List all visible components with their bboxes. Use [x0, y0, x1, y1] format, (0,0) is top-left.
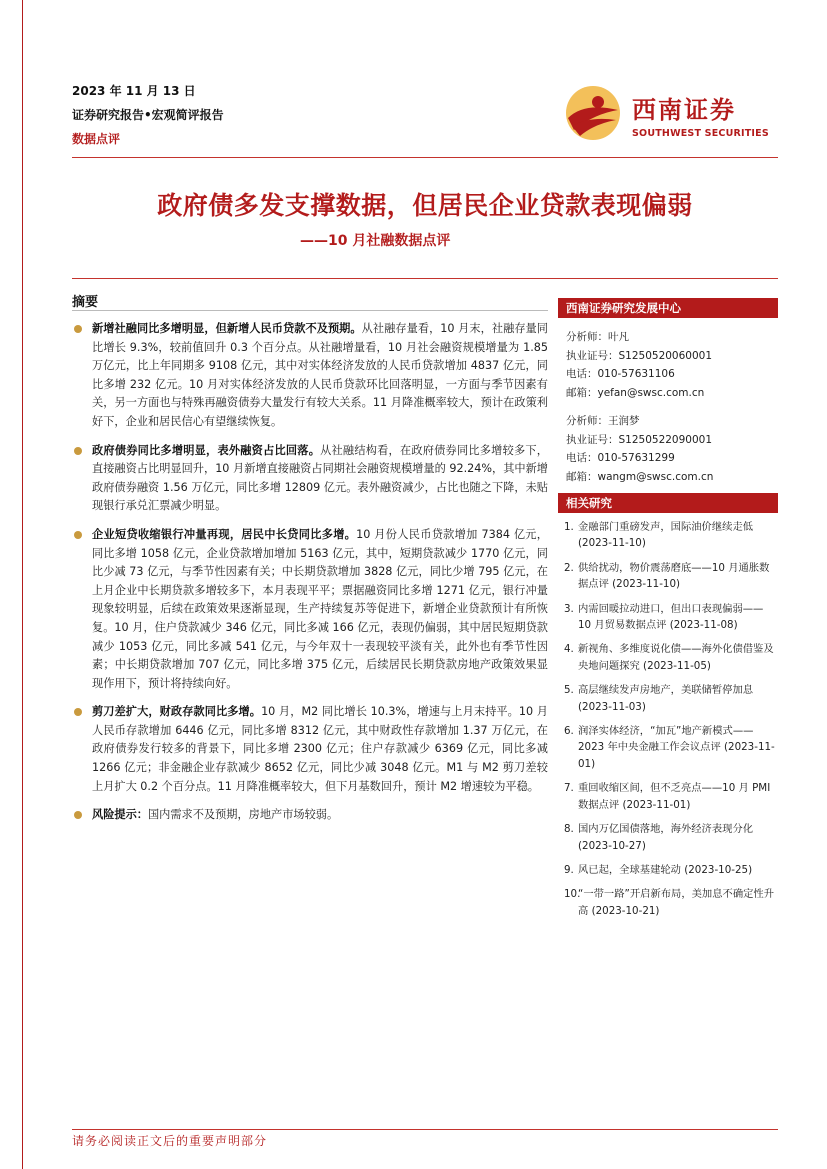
related-item-text: 高层继续发声房地产，美联储暂停加息 (2023-11-03)	[578, 684, 754, 713]
abstract-divider	[72, 310, 548, 311]
header-divider	[72, 157, 778, 158]
abstract-item	[72, 320, 548, 432]
abstract-item-text: 从社融存量看，10 月末，社融存量同比增长 9.3%，较前值回升 0.3 个百分点。从社融增量看，10 月社会融资规模增量为 1.85 万亿元，比上年同期多 9108 亿元，其中对实体经济发放的人民币贷款增加 4837 亿元，同比多增 232 亿元。10 月对实体经济发放的人民币贷款环比回落明显，一方面与季节因素有关，另一方面也与特殊再融资债券大量发行有较大关系。11 月降准概率较大，预计在政策利好下，企业和居民信心有望继续恢复。	[92, 322, 548, 428]
related-item-text: 供给扰动，物价震荡磨底——10 月通胀数据点评 (2023-11-10)	[578, 561, 770, 591]
report-type: 证券研究报告•宏观简评报告	[72, 108, 224, 122]
related-research-item[interactable]	[564, 682, 776, 715]
logo-name-cn: 西南证券	[632, 95, 736, 124]
related-research-item[interactable]	[564, 886, 776, 919]
southwest-securities-logo-icon	[564, 84, 622, 142]
abstract-item	[72, 703, 548, 796]
related-research-list	[564, 519, 776, 927]
research-center-heading: 西南证券研究发展中心	[558, 298, 778, 318]
bullet-dot-icon	[74, 811, 82, 819]
abstract-item-lead: 企业短贷收缩银行冲量再现，居民中长贷同比多增。	[92, 527, 357, 541]
analyst-phone: 电话：010-57631299	[566, 452, 675, 464]
abstract-item	[72, 526, 548, 693]
abstract-item	[72, 442, 548, 516]
bullet-dot-icon	[74, 531, 82, 539]
abstract-list	[72, 320, 548, 835]
analyst-card	[558, 328, 778, 402]
related-item-text: 新视角、多维度说化债——海外化债借鉴及央地问题探究 (2023-11-05)	[578, 643, 774, 672]
related-item-number: 2.	[564, 561, 574, 574]
bullet-dot-icon	[74, 447, 82, 455]
abstract-item-lead: 政府债券同比多增明显，表外融资占比回落。	[92, 443, 321, 457]
abstract-item-lead: 剪刀差扩大，财政存款同比多增。	[92, 705, 262, 719]
related-item-number: 4.	[564, 643, 574, 656]
related-item-number: 5.	[564, 684, 574, 697]
research-center-panel	[558, 298, 778, 486]
related-item-text: 润泽实体经济，“加瓦”地产新模式——2023 年中央金融工作会议点评 (2023-11-01)	[578, 725, 775, 770]
analyst-license: 执业证号：S1250522090001	[566, 433, 713, 446]
related-item-text: 国内万亿国债落地，海外经济表现分化 (2023-10-27)	[578, 823, 754, 852]
related-research-item[interactable]	[564, 601, 776, 634]
abstract-item-text: 国内需求不及预期，房地产市场较弱。	[147, 808, 339, 822]
abstract-item-text: 10 月份人民币贷款增加 7384 亿元，同比多增 1058 亿元，企业贷款增加增加 5163 亿元，其中，短期贷款减少 1770 亿元，同比少减 73 亿元，与季节性因素有关；中长期贷款增加 3828 亿元，同比少增 795 亿元，在上月企业中长期贷款多增较多下，本月表现平平；票据融资同比多增 1271 亿元，银行冲量现象较明显，后续在政策效果逐渐显现，生产持续复苏等促进下，新增企业贷款预计有所恢复。10 月，住户贷款减少 346 亿元，同比多减 166 亿元，表现仍偏弱，其中居民短期贷款减少 1053 亿元，同比多减 541 亿元，与今年双十一表现较平淡有关，此外也有季节性因素；中长期贷款增加 707 亿元，同比多增 375 亿元，后续居民长期贷款房地产政策效果显现作用下，预计将持续向好。	[92, 527, 548, 690]
report-category: 数据点评	[72, 132, 121, 146]
analyst-name: 分析师：王润梦	[566, 415, 640, 427]
analyst-phone: 电话：010-57631106	[566, 368, 675, 380]
related-research-item[interactable]	[564, 641, 776, 674]
abstract-item-text: 从社融结构看，在政府债券同比多增较多下，直接融资占比明显回升，10 月新增直接融资占同期社会融资规模增量的 92.24%，其中新增政府债券融资 1.56 万亿元，同比多增 12809 亿元。表外融资减少，占比也随之下降，未贴现银行承兑汇票减少明显。	[92, 443, 548, 513]
abstract-item-lead: 新增社融同比多增明显，但新增人民币贷款不及预期。	[92, 322, 362, 335]
logo-name-en: SOUTHWEST SECURITIES	[632, 128, 769, 139]
related-item-text: 重回收缩区间，但不乏亮点——10 月 PMI 数据点评 (2023-11-01)	[578, 782, 771, 811]
bullet-dot-icon	[74, 708, 82, 716]
related-item-text: 内需回暖拉动进口，但出口表现偏弱——10 月贸易数据点评 (2023-11-08)	[578, 602, 764, 632]
analyst-name: 分析师：叶凡	[566, 331, 629, 343]
related-item-number: 10.	[564, 888, 581, 901]
page-title: 政府债多发支撑数据，但居民企业贷款表现偏弱	[157, 191, 693, 220]
related-research-item[interactable]	[564, 519, 776, 552]
related-research-item[interactable]	[564, 862, 776, 878]
related-research-heading: 相关研究	[558, 493, 778, 513]
related-item-number: 1.	[564, 521, 574, 533]
footer-divider	[72, 1129, 778, 1130]
abstract-item-lead: 风险提示：	[92, 808, 148, 822]
related-item-number: 3.	[564, 602, 574, 615]
analyst-card	[558, 412, 778, 486]
related-item-number: 6.	[564, 725, 574, 738]
related-item-number: 8.	[564, 823, 574, 836]
page-subtitle: ——10 月社融数据点评	[300, 233, 451, 249]
related-item-number: 7.	[564, 782, 574, 795]
bullet-dot-icon	[74, 325, 82, 333]
analyst-license: 执业证号：S1250520060001	[566, 349, 713, 362]
abstract-heading: 摘要	[72, 295, 99, 310]
page-left-rule	[22, 0, 23, 1169]
title-divider	[72, 278, 778, 279]
analyst-email[interactable]: 邮箱：wangm@swsc.com.cn	[566, 470, 714, 483]
related-item-text: 风已起，全球基建轮动 (2023-10-25)	[578, 863, 753, 876]
related-research-item[interactable]	[564, 723, 776, 772]
company-logo	[564, 84, 774, 144]
related-research-item[interactable]	[564, 821, 776, 854]
related-item-text: 金融部门重磅发声，国际油价继续走低 (2023-11-10)	[578, 521, 754, 550]
related-research-item[interactable]	[564, 560, 776, 593]
analyst-email[interactable]: 邮箱：yefan@swsc.com.cn	[566, 386, 705, 399]
abstract-item-text: 10 月，M2 同比增长 10.3%，增速与上月末持平。10 月人民币存款增加 6446 亿元，同比多增 8312 亿元，其中财政性存款增加 1.37 万亿元，在政府债券发行较多的背景下，同比多增 2300 亿元；住户存款减少 6369 亿元，同比多减 1266 亿元；非金融企业存款减少 8652 亿元，同比少减 3048 亿元。M1 与 M2 剪刀差较上月扩大 0.2 个百分点。11 月降准概率较大，但下月基数回升，预计 M2 增速较为平稳。	[92, 705, 548, 793]
report-date: 2023 年 11 月 13 日	[72, 84, 196, 98]
abstract-item	[72, 806, 548, 825]
related-research-item[interactable]	[564, 780, 776, 813]
disclaimer-notice: 请务必阅读正文后的重要声明部分	[72, 1134, 268, 1148]
related-item-number: 9.	[564, 863, 574, 876]
related-item-text: “一带一路”开启新布局，美加息不确定性升高 (2023-10-21)	[578, 888, 775, 917]
